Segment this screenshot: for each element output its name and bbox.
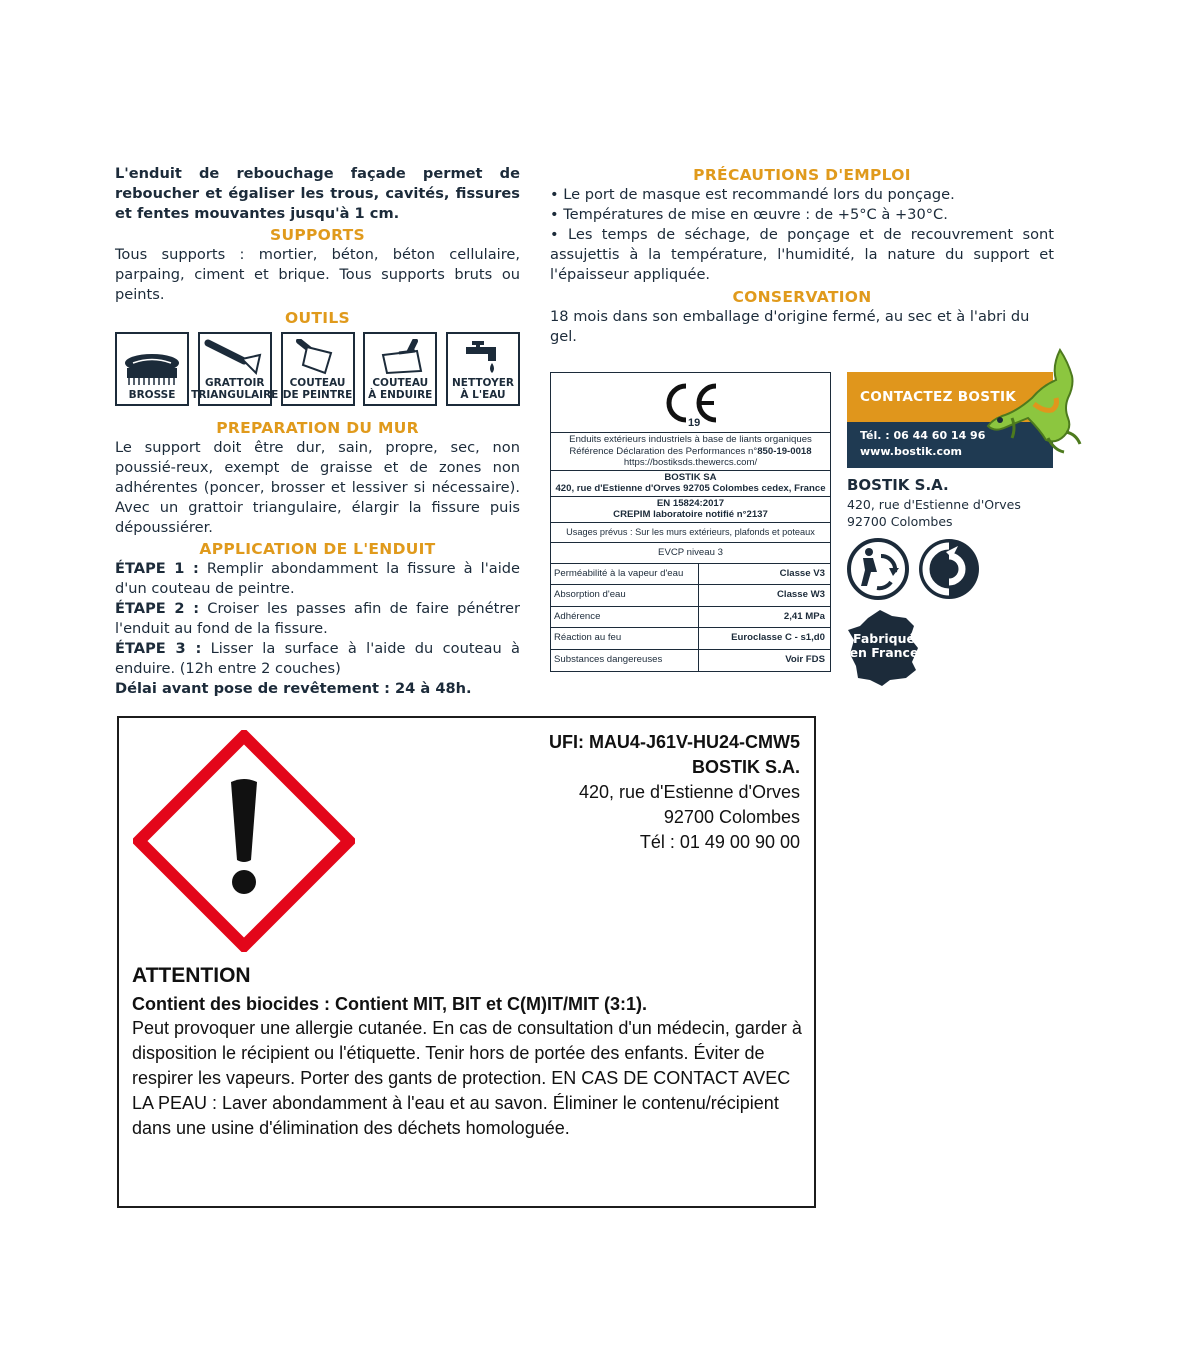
hazard-label bbox=[117, 716, 816, 1208]
ce-url: https://bostiksds.thewercs.com/ bbox=[623, 457, 758, 468]
ce-company bbox=[551, 471, 830, 497]
tool-label: NETTOYER À L'EAU bbox=[452, 377, 514, 401]
middle-column bbox=[550, 164, 1054, 347]
ce-mark bbox=[551, 373, 830, 433]
application-title: APPLICATION DE L'ENDUIT bbox=[199, 540, 436, 558]
ce-norm-ref: EN 15824:2017 bbox=[656, 497, 725, 509]
ce-lab: CREPIM laboratoire notifié n°2137 bbox=[613, 509, 768, 520]
preparation-title: PREPARATION DU MUR bbox=[216, 419, 419, 437]
ce-company-address: 420, rue d'Estienne d'Orves 92705 Colombes cedex, France bbox=[555, 483, 826, 494]
green-dot-icon bbox=[918, 538, 980, 600]
contact-phone: Tél. : 06 44 60 14 96 bbox=[860, 429, 986, 442]
bostik-address-line: 420, rue d'Estienne d'Orves bbox=[847, 497, 1021, 512]
triangular-scraper-icon bbox=[204, 339, 266, 375]
bostik-address bbox=[847, 496, 1021, 530]
ce-key: Absorption d'eau bbox=[551, 585, 699, 606]
preparation-text: Le support doit être dur, sain, propre, sec, non poussié-reux, exempt de graisse et de zones non adhérentes (poncer, brosser et lessiver si nécessaire). Avec un grattoir triangulaire, élargir la fissure puis dépoussiérer. bbox=[115, 439, 520, 536]
tool-label: GRATTOIR TRIANGULAIRE bbox=[191, 377, 279, 401]
contact-website[interactable]: www.bostik.com bbox=[860, 445, 963, 458]
ce-product-type: Enduits extérieurs industriels à base de liants organiques bbox=[569, 434, 812, 445]
gecko-mascot-icon bbox=[972, 346, 1084, 470]
ce-row bbox=[551, 628, 830, 650]
biocides-text: Contient des biocides : Contient MIT, BIT et C(M)IT/MIT (3:1). bbox=[132, 994, 647, 1014]
ce-row bbox=[551, 650, 830, 672]
made-in-france-text bbox=[844, 632, 924, 660]
ce-evcp: EVCP niveau 3 bbox=[551, 543, 830, 564]
ce-row bbox=[551, 607, 830, 629]
hazard-address-line: 92700 Colombes bbox=[663, 807, 800, 827]
tools-row bbox=[115, 332, 520, 406]
precaution-item: • Le port de masque est recommandé lors du ponçage. bbox=[550, 186, 955, 203]
hazard-statements: Peut provoquer une allergie cutanée. En cas de consultation d'un médecin, garder à disposition le récipient ou l'étiquette. Tenir hors de portée des enfants. Éviter de respirer les vapeurs. Porter des gants de protection. EN CAS DE CONTACT AVEC LA PEAU : Laver abondamment à l'eau et au savon. Éliminer le contenu/récipient dans une usine d'élimination des déchets homologuée. bbox=[132, 1018, 802, 1138]
step-2: ÉTAPE 2 : Croiser les passes afin de faire pénétrer l'enduit au fond de la fissure. bbox=[115, 600, 520, 637]
ce-company-name: BOSTIK SA bbox=[664, 471, 717, 483]
hazard-phone: Tél : 01 49 00 90 00 bbox=[639, 832, 800, 852]
brush-icon bbox=[121, 351, 183, 387]
left-column bbox=[115, 164, 520, 699]
conservation-title: CONSERVATION bbox=[732, 288, 872, 306]
ghs-exclamation-mark-icon bbox=[133, 730, 355, 952]
ce-key: Substances dangereuses bbox=[551, 650, 699, 672]
tool-water-tap bbox=[446, 332, 520, 406]
ce-norm bbox=[551, 497, 830, 523]
precautions-title: PRÉCAUTIONS D'EMPLOI bbox=[693, 166, 911, 184]
tool-coating-knife bbox=[363, 332, 437, 406]
badge-line: en France bbox=[849, 645, 919, 660]
painting-knife-icon bbox=[287, 339, 349, 375]
tool-triangular-scraper bbox=[191, 332, 279, 406]
supports-text: Tous supports : mortier, béton, béton cellulaire, parpaing, ciment et brique. Tous supports bruts ou peints. bbox=[115, 246, 520, 303]
outils-title: OUTILS bbox=[285, 309, 350, 327]
ce-key: Adhérence bbox=[551, 607, 699, 628]
water-tap-icon bbox=[452, 339, 514, 375]
tool-brush bbox=[115, 332, 189, 406]
triman-recycling-icon bbox=[847, 538, 909, 600]
bostik-address-line: 92700 Colombes bbox=[847, 514, 953, 529]
attention-block bbox=[132, 963, 804, 1141]
ce-key: Réaction au feu bbox=[551, 628, 699, 649]
attention-title: ATTENTION bbox=[132, 964, 251, 987]
bostik-company-name: BOSTIK S.A. bbox=[847, 476, 949, 494]
ce-value: 2,41 MPa bbox=[783, 610, 825, 622]
precaution-item: • Températures de mise en œuvre : de +5°C à +30°C. bbox=[550, 206, 948, 223]
precaution-item: • Les temps de séchage, de ponçage et de recouvrement sont assujettis à la température, l'humidité, la nature du support et l'épaisseur appliquée. bbox=[550, 226, 1054, 283]
delay-text: Délai avant pose de revêtement : 24 à 48h. bbox=[115, 680, 472, 697]
ce-declaration-table bbox=[550, 372, 831, 672]
tool-label: COUTEAU À ENDUIRE bbox=[368, 377, 433, 401]
tool-painting-knife bbox=[281, 332, 355, 406]
hazard-address-line: 420, rue d'Estienne d'Orves bbox=[578, 782, 800, 802]
coating-knife-icon bbox=[369, 339, 431, 375]
ce-value: Voir FDS bbox=[785, 653, 825, 665]
ce-value: Classe W3 bbox=[777, 589, 825, 600]
step-1: ÉTAPE 1 : Remplir abondamment la fissure à l'aide d'un couteau de peintre. bbox=[115, 560, 520, 597]
ce-value: Euroclasse C - s1,d0 bbox=[731, 632, 825, 643]
made-in-france-badge bbox=[844, 608, 924, 688]
ce-row bbox=[551, 564, 830, 586]
ce-usage: Usages prévus : Sur les murs extérieurs, plafonds et poteaux bbox=[551, 523, 830, 544]
ufi-code: UFI: MAU4-J61V-HU24-CMW5 bbox=[548, 732, 800, 752]
ce-product-info bbox=[551, 433, 830, 471]
ufi-block bbox=[549, 730, 800, 855]
tool-label: COUTEAU DE PEINTRE bbox=[282, 377, 353, 401]
ce-row bbox=[551, 585, 830, 607]
supports-title: SUPPORTS bbox=[269, 226, 366, 244]
intro-text: L'enduit de rebouchage façade permet de reboucher et égaliser les trous, cavités, fissures et fentes mouvantes jusqu'à 1 cm. bbox=[115, 165, 520, 222]
ce-year: 19 bbox=[688, 417, 701, 429]
hazard-company: BOSTIK S.A. bbox=[691, 757, 800, 777]
contact-title: CONTACTEZ BOSTIK bbox=[847, 372, 1053, 422]
ce-value: Classe V3 bbox=[779, 567, 825, 579]
conservation-text: 18 mois dans son emballage d'origine fermé, au sec et à l'abri du gel. bbox=[550, 308, 1030, 345]
ce-key: Perméabilité à la vapeur d'eau bbox=[551, 564, 699, 585]
step-3: ÉTAPE 3 : Lisser la surface à l'aide du couteau à enduire. (12h entre 2 couches) bbox=[115, 640, 520, 677]
tool-label: BROSSE bbox=[128, 389, 176, 401]
ce-dop-ref: Référence Déclaration des Performances n°850-19-0018 bbox=[569, 445, 812, 457]
badge-line: Fabriqué bbox=[853, 631, 915, 646]
